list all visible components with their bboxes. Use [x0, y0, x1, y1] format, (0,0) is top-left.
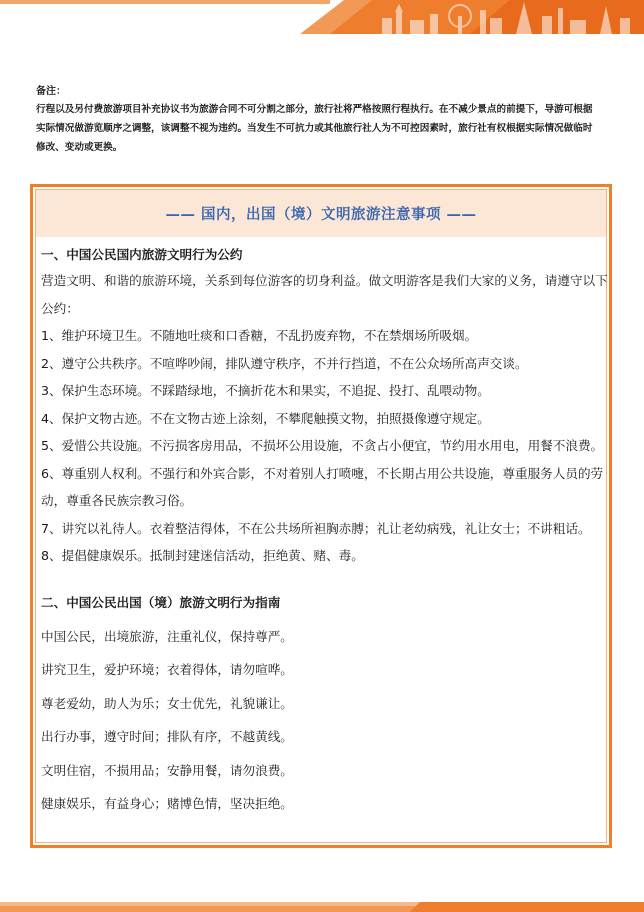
list-item: 4、保护文物古迹。不在文物古迹上涂刻，不攀爬触摸文物，拍照摄像遵守规定。 [41, 410, 490, 426]
guideline-line: 讲究卫生，爱护环境；衣着得体，请勿喧哗。 [41, 662, 293, 677]
section-title: 一、中国公民国内旅游文明行为公约 [41, 247, 243, 262]
section-intro: 营造文明、和谐的旅游环境，关系到每位游客的切身利益。做文明游客是我们大家的义务，请遵守以下公约： [41, 273, 608, 316]
header-decoration [0, 0, 644, 34]
panel-heading: —— 国内，出国（境）文明旅游注意事项 —— [36, 190, 606, 237]
footer-decoration [0, 902, 644, 912]
list-item: 8、提倡健康娱乐。抵制封建迷信活动，拒绝黄、赌、毒。 [41, 548, 364, 563]
section-title: 二、中国公民出国（境）旅游文明行为指南 [41, 594, 281, 610]
list-item: 1、维护环境卫生。不随地吐痰和口香糖，不乱扔废弃物，不在禁烟场所吸烟。 [41, 328, 478, 343]
travel-notice-panel [30, 184, 612, 848]
guideline-line: 出行办事，遵守时间；排队有序，不越黄线。 [41, 729, 293, 744]
list-item: 7、讲究以礼待人。衣着整洁得体，不在公共场所袒胸赤膊；礼让老幼病残，礼让女士；不讲粗话。 [41, 520, 591, 536]
guideline-line: 尊老爱幼，助人为乐；女士优先，礼貌谦让。 [41, 695, 293, 711]
remark-line: 实际情况做游览顺序之调整，该调整不视为违约。当发生不可抗力或其他旅行社人为不可控因素时，旅行社有权根据实际情况做临时 [36, 123, 593, 134]
list-item: 6、尊重别人权利。不强行和外宾合影，不对着别人打喷嚏，不长期占用公共设施，尊重服务人员的劳动，尊重各民族宗教习俗。 [41, 465, 604, 508]
guideline-line: 中国公民，出境旅游，注重礼仪，保持尊严。 [41, 628, 293, 644]
section-domestic [41, 246, 606, 570]
panel-content [36, 246, 606, 821]
section-outbound [41, 594, 606, 821]
list-item: 5、爱惜公共设施。不污损客房用品，不损坏公用设施，不贪占小便宜，节约用水用电，用餐不浪费。 [41, 438, 604, 453]
list-item: 2、遵守公共秩序。不喧哗吵闹，排队遵守秩序，不并行挡道，不在公众场所高声交谈。 [41, 355, 528, 371]
guideline-line: 健康娱乐，有益身心；赌博色情，坚决拒绝。 [41, 796, 293, 811]
remark-line: 修改、变动或更换。 [36, 142, 123, 153]
remark-line: 行程以及另付费旅游项目补充协议书为旅游合同不可分割之部分，旅行社将严格按照行程执行。在不减少景点的前提下，导游可根据 [36, 104, 593, 115]
remark-block [36, 84, 616, 157]
panel-inner-border [35, 189, 607, 843]
remark-title: 备注： [36, 86, 66, 97]
list-item: 3、保护生态环境。不踩踏绿地，不摘折花木和果实，不追捉、投打、乱喂动物。 [41, 383, 490, 398]
remark-text [36, 100, 616, 157]
guideline-line: 文明住宿，不损用品；安静用餐，请勿浪费。 [41, 762, 293, 778]
